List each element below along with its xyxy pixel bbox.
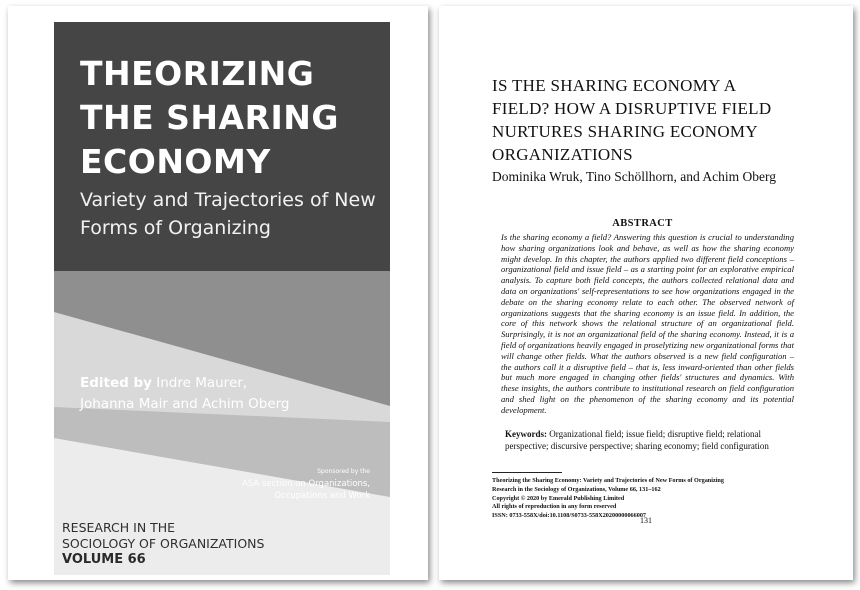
sponsor-line: Sponsored by the xyxy=(317,468,370,475)
cover-title-line: ECONOMY xyxy=(80,142,271,181)
chapter-title-line: IS THE SHARING ECONOMY A xyxy=(492,76,737,95)
sponsor-line: ASA section on Organizations, xyxy=(242,479,370,489)
footnote-line: Theorizing the Sharing Economy: Variety and Trajectories of New Forms of Organizing xyxy=(492,477,724,484)
chapter-title-line: ORGANIZATIONS xyxy=(492,145,633,164)
cover-editors xyxy=(80,373,360,415)
abstract-body: Is the sharing economy a field? Answering this question is crucial to understanding how sharing organizations look and behave, as well as how the sharing economy might develop. In this chapter, the authors applied two different field conceptions – organizational field and issue field – as a starting point for an explorative empirical analysis. To capture both field concepts, the authors collected relational data and data on organizations' self-representations to see how organizations engaged in the debate on the sharing economy relate to each other. The observed network of organizations suggests that the sharing economy is an issue field. In addition, the core of this network shows the relational structure of an organizational field. Surprisingly, it is not an organizational field of the sharing economy. Instead, it is a field of organizations heavily engaged in proselytizing new organizational forms that will change other fields. What the authors observed is a new field configuration – the authors call it a disruptive field – that is, less inward-oriented than other fields but much more engaged in changing other fields' structures and dynamics. With these insights, the authors contribute to institutional research on field configuration and shed light on the phenomenon of the sharing economy and its potential development. xyxy=(501,232,794,415)
chapter-first-page xyxy=(439,6,853,580)
chapter-title-line: FIELD? HOW A DISRUPTIVE FIELD xyxy=(492,99,772,118)
abstract-heading: ABSTRACT xyxy=(612,218,673,229)
cover-subtitle-line: Forms of Organizing xyxy=(80,217,271,239)
book-cover-page xyxy=(8,6,428,580)
footnote-rule xyxy=(492,472,562,473)
cover-subtitle xyxy=(80,186,380,242)
page-number: 131 xyxy=(640,516,652,525)
editors-line: Indre Maurer, xyxy=(156,375,248,391)
footnote-line: Copyright © 2020 by Emerald Publishing Limited xyxy=(492,494,625,502)
keywords xyxy=(505,428,795,452)
cover-series xyxy=(62,520,322,552)
footnote xyxy=(492,477,812,521)
cover-title-line: THE SHARING xyxy=(80,98,339,137)
keywords-label: Keywords: xyxy=(505,429,547,439)
keywords-text: Organizational field; issue field; disruptive field; relational perspective; discursive perspective; sharing economy; field configuration xyxy=(505,429,769,451)
edited-by-label: Edited by xyxy=(80,375,152,391)
cover-title-line: THEORIZING xyxy=(80,54,315,93)
footnote-line: All rights of reproduction in any form reserved xyxy=(492,503,617,511)
cover-volume: VOLUME 66 xyxy=(62,552,146,567)
book-cover xyxy=(54,22,390,575)
editors-line: Johanna Mair and Achim Oberg xyxy=(80,396,290,412)
chapter-title xyxy=(492,74,822,166)
series-line: SOCIOLOGY OF ORGANIZATIONS xyxy=(62,536,265,551)
cover-subtitle-line: Variety and Trajectories of New xyxy=(80,189,376,211)
footnote-line: ISSN: 0733-558X/doi:10.1108/S0733-558X20200000066007 xyxy=(492,512,647,520)
chapter-title-line: NURTURES SHARING ECONOMY xyxy=(492,122,758,141)
series-line: RESEARCH IN THE xyxy=(62,520,176,535)
sponsor-line: Occupations and Work xyxy=(274,491,370,501)
chapter-authors: Dominika Wruk, Tino Schöllhorn, and Achim Oberg xyxy=(492,169,776,184)
cover-title xyxy=(80,52,380,184)
cover-sponsor xyxy=(210,466,370,502)
footnote-line: Research in the Sociology of Organizations, Volume 66, 131–162 xyxy=(492,485,661,493)
